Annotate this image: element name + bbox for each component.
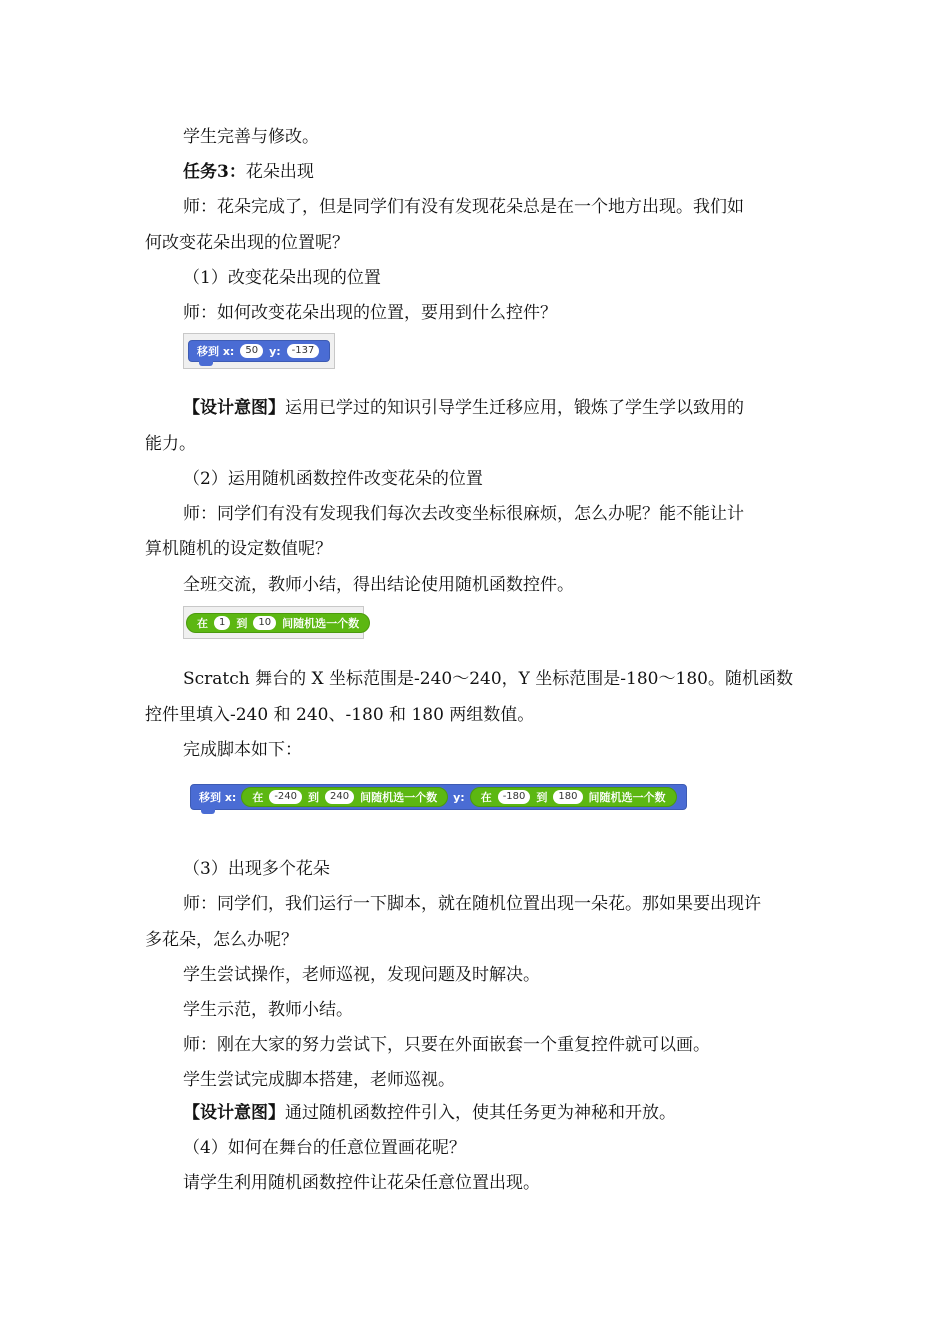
- design-intent-label: 【设计意图】: [183, 398, 285, 418]
- block-label: 间随机选一个数: [588, 791, 666, 804]
- paragraph-line: 控件里填入-240 和 240、-180 和 180 两组数值。: [145, 705, 535, 725]
- block-label: y:: [453, 790, 465, 804]
- paragraph-line: 学生尝试完成脚本搭建，老师巡视。: [183, 1070, 455, 1090]
- paragraph-line: 学生尝试操作，老师巡视，发现问题及时解决。: [183, 965, 540, 985]
- design-intent-label: 【设计意图】: [183, 1103, 285, 1123]
- task-heading: [183, 161, 314, 183]
- block-label: 到: [236, 617, 248, 630]
- paragraph-line: 师：刚在大家的努力尝试下，只要在外面嵌套一个重复控件就可以画。: [183, 1035, 710, 1055]
- block-label: 间随机选一个数: [360, 791, 438, 804]
- task-label: 任务3：: [183, 162, 246, 182]
- design-intent: [183, 397, 744, 419]
- motion-block: [190, 784, 687, 810]
- subheading: （1）改变花朵出现的位置: [183, 268, 381, 288]
- operator-block: [186, 613, 370, 633]
- from-value: 1: [214, 616, 230, 630]
- to-value: 180: [553, 790, 582, 804]
- to-value: 240: [325, 790, 354, 804]
- design-intent: [183, 1102, 676, 1124]
- motion-block: [188, 340, 330, 362]
- paragraph-line: 师：花朵完成了，但是同学们有没有发现花朵总是在一个地方出现。我们如: [183, 197, 744, 217]
- y-value: -137: [287, 344, 320, 358]
- block-label: 在: [197, 617, 208, 630]
- paragraph-line: 师：同学们，我们运行一下脚本，就在随机位置出现一朵花。那如果要出现许: [183, 894, 761, 914]
- design-intent-text: 运用已学过的知识引导学生迁移应用，锻炼了学生学以致用的: [285, 398, 744, 418]
- block-label: y:: [269, 344, 281, 358]
- task-title: 花朵出现: [245, 162, 314, 182]
- paragraph-line: 学生示范，教师小结。: [183, 1000, 353, 1020]
- goto-xy-block: [188, 340, 330, 362]
- from-value: -180: [498, 790, 531, 804]
- block-label: 移到 x:: [199, 791, 237, 804]
- block-label: 到: [308, 791, 320, 804]
- from-value: -240: [269, 790, 302, 804]
- block-label: 在: [480, 791, 492, 804]
- paragraph-line: 多花朵，怎么办呢？: [145, 930, 298, 950]
- paragraph-line: 师：如何改变花朵出现的位置，要用到什么控件？: [183, 303, 557, 323]
- block-label: 到: [536, 791, 548, 804]
- paragraph-line: 全班交流，教师小结，得出结论使用随机函数控件。: [183, 575, 574, 595]
- goto-random-block: [190, 784, 687, 810]
- paragraph-line: 请学生利用随机函数控件让花朵任意位置出现。: [183, 1173, 540, 1193]
- operator-block: [241, 787, 448, 807]
- paragraph-line: 何改变花朵出现的位置呢？: [145, 233, 349, 253]
- operator-block: [470, 787, 677, 807]
- paragraph-line: 师：同学们有没有发现我们每次去改变坐标很麻烦，怎么办呢？能不能让计: [183, 504, 744, 524]
- to-value: 10: [253, 616, 276, 630]
- subheading: （4）如何在舞台的任意位置画花呢？: [183, 1138, 466, 1158]
- paragraph-line: 能力。: [145, 434, 196, 454]
- paragraph-line: 算机随机的设定数值呢？: [145, 539, 332, 559]
- block-label: 移到 x:: [197, 345, 235, 358]
- paragraph-line: 学生完善与修改。: [183, 127, 319, 147]
- subheading: （3）出现多个花朵: [183, 859, 330, 879]
- subheading: （2）运用随机函数控件改变花朵的位置: [183, 469, 483, 489]
- paragraph-line: 完成脚本如下：: [183, 740, 302, 760]
- design-intent-text: 通过随机函数控件引入，使其任务更为神秘和开放。: [285, 1103, 676, 1123]
- paragraph-line: Scratch 舞台的 X 坐标范围是-240～240，Y 坐标范围是-180～180。随机函数: [183, 669, 793, 689]
- x-value: 50: [240, 344, 263, 358]
- block-label: 间随机选一个数: [282, 617, 360, 630]
- block-label: 在: [252, 791, 264, 804]
- pick-random-block: [186, 612, 370, 633]
